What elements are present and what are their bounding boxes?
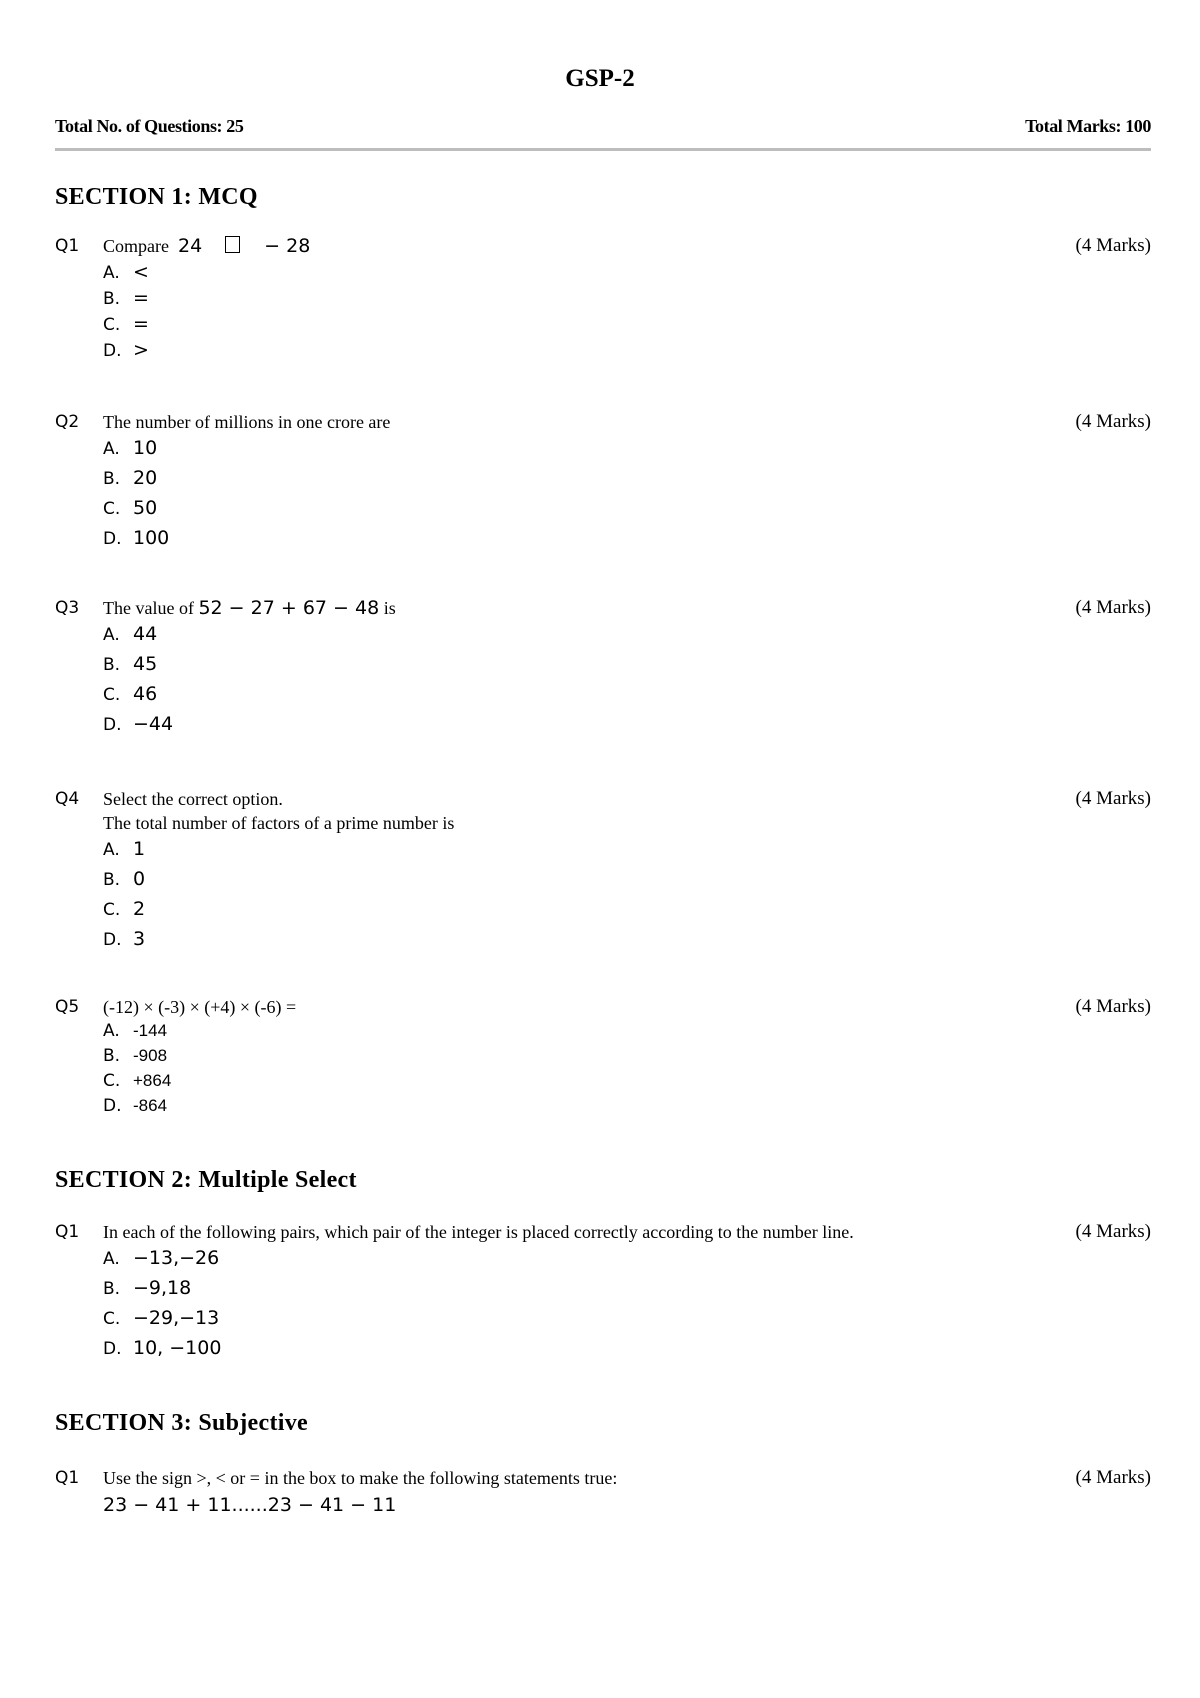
stem-operand-a: 24 — [177, 235, 203, 257]
option-label: B. — [103, 1279, 121, 1299]
option-value: 44 — [133, 623, 158, 645]
option-label: B. — [103, 870, 121, 890]
option-label: D. — [103, 529, 122, 549]
option-c[interactable] — [103, 1304, 1003, 1334]
option-d[interactable] — [103, 1334, 1003, 1364]
options-list — [103, 835, 1003, 955]
question-stem — [103, 596, 1003, 620]
option-c[interactable] — [103, 895, 1003, 925]
total-marks: Total Marks: 100 — [1025, 116, 1151, 136]
option-a[interactable] — [103, 1019, 1003, 1044]
option-label: D. — [103, 930, 122, 950]
option-label: C. — [103, 1071, 121, 1091]
option-d[interactable] — [103, 1094, 1003, 1119]
answer-box-icon — [225, 236, 240, 253]
stem-prefix: The value of — [103, 598, 194, 618]
stem-suffix: is — [383, 598, 396, 618]
option-label: D. — [103, 1096, 122, 1116]
option-a[interactable] — [103, 434, 1003, 464]
header-divider — [55, 148, 1151, 151]
question-number: Q1 — [55, 1468, 80, 1488]
option-d[interactable] — [103, 710, 1003, 740]
question-stem — [103, 234, 1003, 258]
question-marks: (4 Marks) — [1075, 996, 1151, 1017]
option-value: 10, −100 — [133, 1337, 222, 1359]
option-label: A. — [103, 840, 120, 860]
question-body — [103, 1220, 1003, 1364]
option-a[interactable] — [103, 620, 1003, 650]
total-questions: Total No. of Questions: 25 — [55, 116, 244, 136]
option-value: 20 — [133, 467, 158, 489]
option-label: B. — [103, 469, 121, 489]
option-c[interactable] — [103, 680, 1003, 710]
options-list — [103, 1244, 1003, 1364]
option-value: −44 — [133, 713, 174, 735]
option-value: 45 — [133, 653, 158, 675]
options-list — [103, 434, 1003, 554]
question-body — [103, 1466, 1003, 1520]
question-stem: Use the sign >, < or = in the box to make the following statements true: — [103, 1468, 618, 1488]
question-stem: (-12) × (-3) × (+4) × (-6) = — [103, 997, 297, 1017]
option-label: C. — [103, 499, 121, 519]
question-expression: 23 − 41 + 11......23 − 41 − 11 — [103, 1494, 397, 1516]
option-label: D. — [103, 341, 122, 361]
question-marks: (4 Marks) — [1075, 788, 1151, 809]
question-body — [103, 410, 1003, 554]
option-value: 3 — [133, 928, 146, 950]
page-title: GSP-2 — [565, 65, 635, 92]
question-marks: (4 Marks) — [1075, 1221, 1151, 1242]
question-number: Q3 — [55, 598, 80, 618]
question-marks: (4 Marks) — [1075, 411, 1151, 432]
question-body — [103, 995, 1003, 1119]
question-number: Q2 — [55, 412, 80, 432]
option-label: B. — [103, 1046, 121, 1066]
option-value: < — [133, 261, 149, 283]
question-number: Q5 — [55, 997, 80, 1017]
option-value: 10 — [133, 437, 158, 459]
question-marks: (4 Marks) — [1075, 1467, 1151, 1488]
option-c[interactable] — [103, 312, 1003, 338]
option-a[interactable] — [103, 260, 1003, 286]
option-value: 1 — [133, 838, 146, 860]
option-b[interactable] — [103, 1044, 1003, 1069]
question-number: Q1 — [55, 1222, 80, 1242]
option-value: = — [133, 313, 149, 335]
stem-operand-b: − 28 — [264, 235, 311, 257]
option-value: > — [133, 339, 149, 361]
option-label: A. — [103, 1021, 120, 1041]
question-number: Q4 — [55, 789, 80, 809]
option-value: -144 — [133, 1021, 168, 1040]
option-d[interactable] — [103, 524, 1003, 554]
option-value: = — [133, 287, 149, 309]
option-value: −29,−13 — [133, 1307, 220, 1329]
option-label: C. — [103, 1309, 121, 1329]
option-label: D. — [103, 1339, 122, 1359]
question-stem: In each of the following pairs, which pair of the integer is placed correctly according to the number line. — [103, 1222, 854, 1242]
question-stem-line-1: Select the correct option. — [103, 789, 283, 809]
option-c[interactable] — [103, 494, 1003, 524]
question-body — [103, 234, 1003, 364]
section-title-mcq: SECTION 1: MCQ — [55, 184, 258, 210]
option-a[interactable] — [103, 1244, 1003, 1274]
option-label: C. — [103, 315, 121, 335]
option-value: +864 — [133, 1071, 172, 1090]
option-d[interactable] — [103, 925, 1003, 955]
option-d[interactable] — [103, 338, 1003, 364]
option-value: 50 — [133, 497, 158, 519]
question-stem-line-2: The total number of factors of a prime number is — [103, 813, 455, 833]
option-c[interactable] — [103, 1069, 1003, 1094]
option-value: 100 — [133, 527, 170, 549]
option-label: C. — [103, 685, 121, 705]
section-title-multiple-select: SECTION 2: Multiple Select — [55, 1167, 357, 1193]
question-body — [103, 596, 1003, 740]
options-list — [103, 620, 1003, 740]
option-b[interactable] — [103, 1274, 1003, 1304]
option-b[interactable] — [103, 865, 1003, 895]
option-label: A. — [103, 263, 120, 283]
options-list — [103, 260, 1003, 364]
stem-expression: 52 − 27 + 67 − 48 — [198, 597, 380, 619]
option-b[interactable] — [103, 650, 1003, 680]
stem-prefix: Compare — [103, 236, 169, 256]
option-b[interactable] — [103, 464, 1003, 494]
options-list — [103, 1019, 1003, 1119]
option-value: −13,−26 — [133, 1247, 220, 1269]
question-marks: (4 Marks) — [1075, 597, 1151, 618]
option-label: A. — [103, 1249, 120, 1269]
question-body — [103, 787, 1003, 955]
option-value: 0 — [133, 868, 146, 890]
question-number: Q1 — [55, 236, 80, 256]
option-value: 2 — [133, 898, 146, 920]
option-label: B. — [103, 655, 121, 675]
option-value: 46 — [133, 683, 158, 705]
option-value: −9,18 — [133, 1277, 192, 1299]
option-label: C. — [103, 900, 121, 920]
option-label: B. — [103, 289, 121, 309]
section-title-subjective: SECTION 3: Subjective — [55, 1410, 308, 1436]
option-a[interactable] — [103, 835, 1003, 865]
option-value: -908 — [133, 1046, 168, 1065]
question-marks: (4 Marks) — [1075, 235, 1151, 256]
option-label: A. — [103, 439, 120, 459]
option-label: A. — [103, 625, 120, 645]
option-value: -864 — [133, 1096, 168, 1115]
option-label: D. — [103, 715, 122, 735]
question-stem: The number of millions in one crore are — [103, 412, 391, 432]
option-b[interactable] — [103, 286, 1003, 312]
